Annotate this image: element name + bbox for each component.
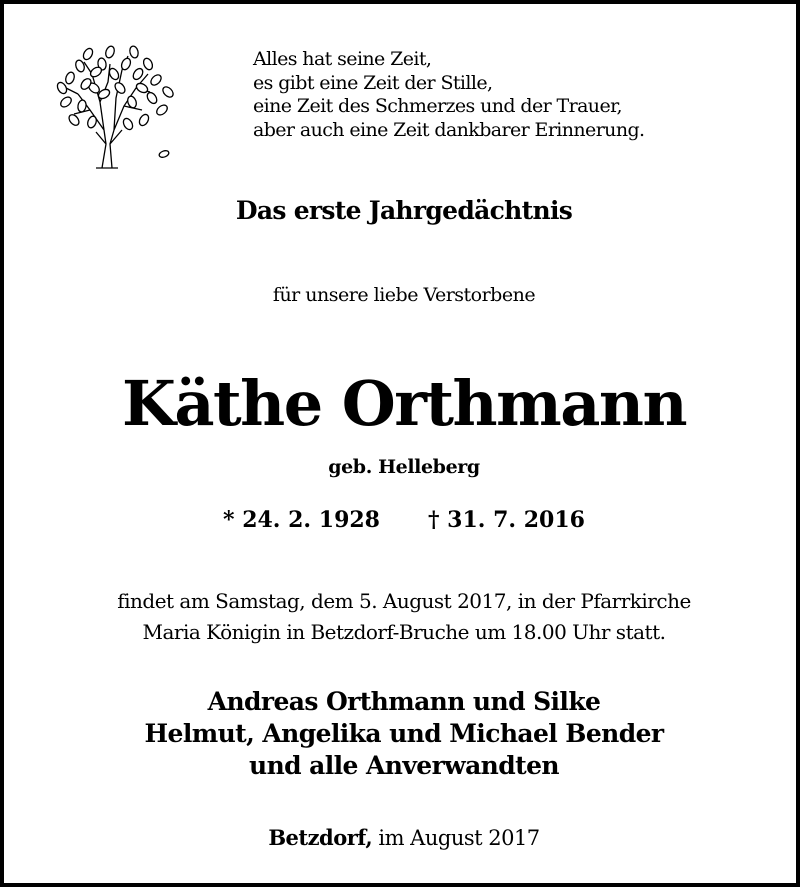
life-dates [4,507,800,533]
heading: Das erste Jahrgedächtnis [235,196,573,225]
death-date: † 31. 7. 2016 [428,507,585,533]
subheading: für unsere liebe Verstorbene [272,284,536,306]
tree-icon [52,44,182,170]
birth-date: * 24. 2. 1928 [223,507,380,533]
closing-line [4,825,800,850]
closing-date: im August 2017 [378,826,540,850]
verse [253,48,644,142]
service-info [4,586,800,648]
mourners [4,686,800,782]
deceased-name: Käthe Orthmann [121,367,687,440]
service-line: findet am Samstag, dem 5. August 2017, in der Pfarrkirche [117,589,691,613]
mourner-line: Helmut, Angelika und Michael Bender [144,719,664,748]
maiden-name: geb. Helleberg [328,456,480,478]
verse-line: Alles hat seine Zeit, [253,48,432,70]
mourner-line: Andreas Orthmann und Silke [207,687,601,716]
verse-line: aber auch eine Zeit dankbarer Erinnerung. [253,118,645,141]
service-line: Maria Königin in Betzdorf-Bruche um 18.00 Uhr statt. [142,620,666,644]
verse-line: eine Zeit des Schmerzes und der Trauer, [253,95,622,117]
mourner-line: und alle Anverwandten [249,751,559,780]
verse-line: es gibt eine Zeit der Stille, [253,71,493,94]
closing-place: Betzdorf, [268,825,373,850]
